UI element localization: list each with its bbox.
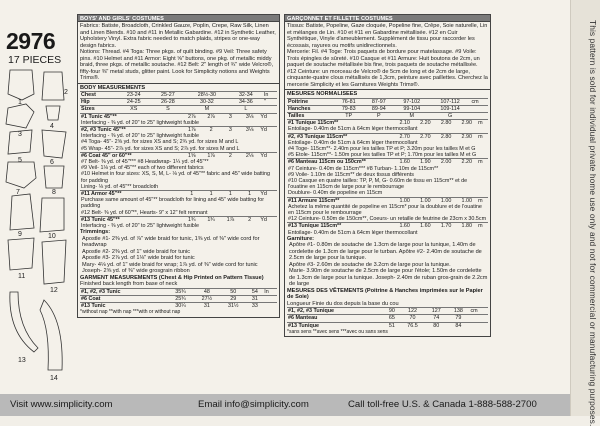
row-label: #6 Coat 45" or 60"** — [80, 152, 182, 159]
trimmings-list — [80, 236, 277, 275]
row-value: 79 — [447, 315, 469, 322]
table-row — [80, 152, 277, 159]
row-value: 26-28 — [151, 99, 185, 106]
row-unit: m — [477, 159, 488, 166]
table-row — [287, 190, 488, 197]
piece-shape-9 — [10, 194, 34, 230]
list-item: Marie- 3.90m de soutache de 2.5cm de large pour l'étole; 1.50m de cordelette de 1.3cm de large pour la tunique. Joseph- 2.40m de ruban gros-grain de 2.2cm de large — [289, 268, 488, 288]
row-value: 3 — [221, 127, 240, 134]
english-body-measurements — [77, 84, 280, 318]
body-measurements-title: BODY MEASUREMENTS — [80, 84, 146, 91]
piece-shape-3 — [6, 104, 34, 128]
row-label: Entoilage- 0.40m de 51cm à 64cm léger thermocollant — [288, 126, 418, 133]
row-label: #5 Etole- 115cm**- 1.50m pour les tailles TP et P; 1.70m pour les tailles M et G — [288, 152, 477, 159]
row-label: #13 Tunic — [80, 303, 167, 310]
table-row — [287, 216, 488, 223]
row-value: 1⅞ — [201, 152, 220, 159]
english-column — [77, 14, 280, 384]
body-measurements-table — [80, 91, 277, 113]
legal-notice — [574, 20, 598, 426]
sens-note: *sans sens **avec sens ***avec ou sans sens — [287, 328, 388, 335]
row-value: 31 — [246, 295, 263, 302]
list-item: Apostle #3- 2⅞ yd. of 1⅛" wide braid for tunic — [82, 255, 195, 262]
row-value: 2.10 — [394, 120, 415, 127]
row-label: #11 Armure 115cm** — [287, 197, 394, 204]
row-label: #6 Manteau — [287, 315, 384, 322]
row-value: M — [185, 106, 229, 113]
row-value: 122 — [400, 308, 425, 315]
piece-number-12: 12 — [50, 287, 58, 294]
row-value: 2.90 — [456, 133, 477, 140]
row-value: 24-25 — [117, 99, 151, 106]
table-row — [287, 152, 488, 159]
table-row — [287, 98, 488, 105]
table-row — [287, 112, 488, 119]
row-value: 2.70 — [394, 133, 415, 140]
list-item: Apostle #2- 2⅜ yd. of 1" wide braid for tunic — [82, 248, 191, 255]
table-row — [287, 133, 488, 140]
english-header: BOYS' AND GIRLS' COSTUMES — [77, 14, 280, 22]
row-value: 2⅛ — [240, 152, 259, 159]
row-unit: cm — [470, 98, 488, 105]
pattern-pieces-diagram — [4, 70, 70, 390]
table-row — [80, 288, 277, 295]
row-value: 2⅞ — [182, 113, 201, 120]
pieces-count: 17 PIECES — [8, 54, 62, 66]
piece-number-1: 1 — [18, 99, 22, 106]
row-value: 34-36 — [229, 99, 263, 106]
piece-number-11: 11 — [18, 273, 26, 280]
row-label: #4 Toga- 45"- 2⅝ yd. for sizes XS and S; 2¾ yd. for sizes M and L — [81, 139, 239, 146]
table-row — [287, 120, 488, 127]
row-value: 76.5 — [400, 322, 425, 329]
piece-number-5: 5 — [18, 157, 22, 164]
row-value: 1 — [201, 191, 220, 198]
table-row — [287, 197, 488, 204]
garment-measurements-rows — [80, 288, 277, 309]
row-unit — [470, 105, 488, 112]
row-value: 2 — [240, 216, 259, 223]
pattern-number: 2976 — [6, 28, 56, 54]
row-unit: Yd — [259, 127, 277, 134]
row-label: #12 Belt- ⅜ yd. of 60"**, Hearts- 9" x 12" felt remnant — [81, 209, 208, 216]
table-row — [80, 99, 277, 106]
english-yardage-table — [80, 113, 277, 230]
row-value: 99-104 — [394, 105, 430, 112]
row-unit — [263, 295, 277, 302]
table-row — [287, 308, 488, 315]
row-label: #1 Tunique 115cm** — [287, 120, 394, 127]
row-value: 33 — [246, 303, 263, 310]
row-value: 1⅞ — [221, 216, 240, 223]
row-value: 3 — [221, 113, 240, 120]
piece-shape-6 — [42, 130, 66, 158]
row-value: 138 — [447, 308, 469, 315]
row-label: #13 Tunique 115cm** — [287, 223, 394, 230]
row-label: #2, #3 Tunique 115cm** — [287, 133, 394, 140]
row-value: 2.90 — [456, 120, 477, 127]
row-value: 54 — [246, 288, 263, 295]
piece-number-6: 6 — [50, 159, 54, 166]
table-row — [80, 197, 277, 209]
row-unit: " — [263, 99, 277, 106]
row-label: Sizes — [80, 106, 117, 113]
row-label: Doublure- 0.40m de popeline en 115cm — [288, 190, 383, 197]
list-item: Mary- 4⅛ yd. of 1" wide braid for wrap; 1⅞ yd. of ⅜" wide cord for tunic — [82, 261, 258, 268]
row-value: 1 — [182, 191, 201, 198]
row-unit — [469, 315, 488, 322]
pattern-pieces-svg — [4, 70, 70, 390]
row-value: 1.60 — [394, 159, 415, 166]
row-value: 2.20 — [456, 159, 477, 166]
french-mesures — [284, 90, 491, 337]
row-value: 32-34 — [229, 92, 263, 99]
list-item: Apostle #1- 2⅜ yd. of ⅞" wide braid for tunic, 1⅜ yd. of ⅜" wide cord for headwrap — [82, 235, 260, 249]
row-value: 31½ — [220, 303, 246, 310]
footer-phone: Call toll-free U.S. & Canada 1-888-588-2700 — [348, 399, 537, 410]
row-value: XS — [117, 106, 151, 113]
table-row — [80, 106, 277, 113]
row-value: 2.20 — [415, 120, 436, 127]
row-value: 79-83 — [334, 105, 364, 112]
garniture-list — [287, 242, 488, 288]
piece-shape-14 — [40, 300, 62, 370]
table-row — [80, 191, 277, 198]
row-unit: Yd — [259, 216, 277, 223]
row-label: #6 Coat — [80, 295, 167, 302]
contact-footer — [0, 394, 570, 416]
mesures-vetements-table — [287, 307, 488, 329]
row-value: 87-97 — [364, 98, 394, 105]
french-column — [284, 14, 491, 384]
piece-number-10: 10 — [48, 233, 56, 240]
row-value: 30¼ — [167, 303, 193, 310]
trimmings-title: Trimmings: — [80, 229, 111, 236]
piece-number-9: 9 — [18, 231, 22, 238]
table-row — [80, 127, 277, 134]
row-label: Interfacing - ⅜ yd. of 20" to 25" lightweight fusible — [81, 119, 199, 126]
piece-shape-11 — [8, 238, 34, 270]
row-label: #11 Armor 45"** — [80, 191, 182, 198]
table-row — [80, 113, 277, 120]
row-value: 1.90 — [415, 159, 436, 166]
table-row — [287, 126, 488, 133]
english-yardage-rows — [80, 113, 277, 229]
row-value: 28½-30 — [185, 92, 229, 99]
footer-website[interactable]: Visit www.simplicity.com — [10, 399, 113, 410]
row-value: 48 — [194, 288, 220, 295]
row-label: #7 Ceinture- 0.40m de 115cm*** #8 Turban- 1.10m de 115cm** — [288, 165, 439, 172]
row-value: 97-102 — [394, 98, 430, 105]
envelope-fold-strip — [570, 0, 600, 426]
row-value: P — [364, 112, 394, 119]
row-label: Hanches — [287, 105, 334, 112]
row-unit: m — [477, 120, 488, 127]
row-value: 127 — [425, 308, 447, 315]
garment-measurements-table — [80, 288, 277, 310]
french-header: GARÇONNET ET FILLETTE COSTUMES — [284, 14, 491, 22]
french-mercerie: Mercerie: Fil. #4 Toge: Trois paquets de bordure pour matelassage. #9 Voile: Trois épingles de sûreté. #10 Casque et #11 Armure: Huit boutons de 2cm, un paquet de soutache métallisée bis fine, trois paquets de soutache métallisée. #12 Ceinture: un morceau de Velcro® de 5cm de long et de 2cm de large, cinquante-quatre clous métallisés de 1,3cm, peinture avec paillettes. Cherchez la mercerie Simplicity et les Garnitures Weights Trims®. — [287, 49, 488, 88]
table-row — [80, 92, 277, 99]
row-value: 1⅞ — [182, 127, 201, 134]
row-value: 74 — [425, 315, 447, 322]
row-label: #7 Belt- ⅜ yd. of 45"*** #8 Headwrap- 1¼ yd. of 45"** — [81, 159, 209, 166]
row-value: TP — [334, 112, 364, 119]
garment-measurements-subtitle: Finished back length from base of neck — [80, 281, 178, 288]
row-value: G — [430, 112, 471, 119]
row-label: #12 Ceinture- 0.50m de 150cm**, Coeurs- un retaille de feutrine de 23cm x 30.5cm — [288, 216, 487, 223]
table-row — [287, 315, 488, 322]
piece-shape-4 — [46, 106, 60, 120]
row-unit: Yd — [259, 191, 277, 198]
row-value: 1.00 — [394, 197, 415, 204]
piece-number-2: 2 — [64, 89, 68, 96]
row-unit: m — [477, 133, 488, 140]
table-row — [80, 146, 277, 153]
table-row — [80, 120, 277, 127]
row-value: M — [394, 112, 430, 119]
mesures-table — [287, 98, 488, 120]
row-label: Lining- ⅛ yd. of 45"** broadcloth — [81, 183, 159, 190]
row-label: Hip — [80, 99, 117, 106]
piece-shape-1 — [8, 70, 34, 100]
list-item: Joseph- 2⅝ yd. of ⅜" wide grosgrain ribbon — [82, 268, 190, 275]
row-value: 90 — [384, 308, 400, 315]
row-value: 1.00 — [415, 197, 436, 204]
row-label: Tailles — [287, 112, 334, 119]
legal-notice-text: This pattern is sold for individual private home use only and not for commercial or manufacturing purposes. — [588, 20, 598, 426]
row-label: #9 Voile- 1.10m de 115cm** de deux tissus différents — [288, 171, 414, 178]
row-value: 35¾ — [167, 288, 193, 295]
row-value: 89-94 — [364, 105, 394, 112]
row-value: 2 — [221, 152, 240, 159]
table-row — [80, 210, 277, 217]
french-metrage-rows — [287, 120, 488, 236]
garniture-title: Garniture: — [287, 235, 315, 242]
english-fabrics-notions — [77, 22, 280, 84]
row-value: 25¾ — [167, 295, 193, 302]
row-value: 25-27 — [151, 92, 185, 99]
table-row — [287, 204, 488, 216]
body-measurements-rows — [80, 92, 277, 113]
piece-number-7: 7 — [16, 189, 20, 196]
row-value: 1.80 — [456, 223, 477, 230]
row-value: 2⅞ — [201, 113, 220, 120]
english-fabrics: Fabrics: Batiste, Broadcloth, Crinkled Gauze, Poplin, Crepe, Raw Silk, Linen and Linen Blends. #10 and #11 in Metallic Gabardine. #12 in Synthetic Leather, Upholstery Vinyl. Extra fabric needed to match plaids, stripes or one-way design fabrics. — [80, 23, 276, 49]
row-label: Entoilage- 0.40m de 51cm à 64cm léger thermocollant — [288, 229, 418, 236]
row-value: L — [229, 106, 263, 113]
row-label: #6 Manteau 115cm ou 150cm** — [287, 159, 394, 166]
row-unit — [469, 322, 488, 329]
row-value: 2.00 — [436, 159, 457, 166]
row-value: 1.60 — [394, 223, 415, 230]
table-row — [80, 303, 277, 310]
row-value: 50 — [220, 288, 246, 295]
row-unit: m — [477, 223, 488, 230]
row-label: #13 Tunique — [287, 322, 384, 329]
mesures-vetements-rows — [287, 308, 488, 329]
row-unit — [263, 303, 277, 310]
row-unit: Yd — [259, 113, 277, 120]
piece-shape-8 — [44, 166, 64, 188]
piece-number-4: 4 — [50, 123, 54, 130]
row-value: 109-114 — [430, 105, 471, 112]
piece-number-3: 3 — [18, 131, 22, 138]
mesures-vetements-subtitle: Longueur Finie du dos depuis la base du cou — [287, 300, 399, 307]
nap-note: *without nap **with nap ***with or without nap — [80, 309, 181, 316]
row-label: #9 Veil- 1⅛ yd. of 45"** each of two different fabrics — [81, 165, 204, 172]
row-value: 1 — [221, 191, 240, 198]
footer-email[interactable]: Email info@simplicity.com — [198, 399, 309, 410]
row-value: 2.80 — [436, 120, 457, 127]
list-item: Apôtre #3- 2.60m de soutache de 3.2cm de large pour la tunique. — [289, 261, 451, 268]
mesures-vetements-title: MESURES DES VÊTEMENTS (Poitrine & Hanches imprimées sur le Papier de Soie) — [287, 287, 483, 301]
table-row — [287, 105, 488, 112]
french-tissus-mercerie — [284, 22, 491, 90]
mesures-rows — [287, 98, 488, 119]
piece-number-8: 8 — [52, 189, 56, 196]
row-unit: m — [477, 197, 488, 204]
row-value: 76-81 — [334, 98, 364, 105]
row-unit: Yd — [259, 152, 277, 159]
piece-shape-12 — [42, 240, 66, 284]
piece-number-14: 14 — [50, 375, 58, 382]
row-label: #13 Tunic 45"** — [80, 216, 182, 223]
table-row — [287, 159, 488, 166]
row-unit — [470, 112, 488, 119]
garment-measurements-title: GARMENT MEASUREMENTS (Chest & Hip Printed on Pattern Tissue) — [80, 274, 264, 281]
mesures-title: MESURES NORMALISEES — [287, 91, 358, 97]
row-value: 3⅛ — [240, 113, 259, 120]
row-value: 65 — [384, 315, 400, 322]
row-value: 31 — [194, 303, 220, 310]
row-value: 29 — [220, 295, 246, 302]
table-row — [287, 178, 488, 190]
row-label: #1 Tunic 45"** — [80, 113, 182, 120]
row-value: S — [151, 106, 185, 113]
row-label: #1, #2, #3 Tunic — [80, 288, 167, 295]
row-value: 107-112 — [430, 98, 471, 105]
row-label: #1, #2, #3 Tunique — [287, 308, 384, 315]
row-value: 27½ — [194, 295, 220, 302]
row-label: #2, #3 Tunic 45"** — [80, 127, 182, 134]
row-value: 2.80 — [436, 133, 457, 140]
table-row — [287, 223, 488, 230]
row-value: 2 — [201, 127, 220, 134]
row-unit: cm — [469, 308, 488, 315]
row-value: 2.70 — [415, 133, 436, 140]
row-value: 1.70 — [436, 223, 457, 230]
row-label: Chest — [80, 92, 117, 99]
row-label: #10 Casque en quatre tailles: TP, P, M, G- 0.60m de tissu en 115cm** et de l'ouatine en 115cm de large pour le rembourrage — [288, 177, 468, 191]
row-label: #10 Helmet in four sizes: XS, S, M, L- ⅛ yd. of 45"** fabric and 45" wide batting for padding — [81, 171, 271, 184]
table-row — [80, 171, 277, 183]
row-value: 1¾ — [182, 216, 201, 223]
row-value: 1⅝ — [182, 152, 201, 159]
row-value: 30-32 — [185, 99, 229, 106]
row-value: 80 — [425, 322, 447, 329]
row-unit: In — [263, 92, 277, 99]
row-value: 1.60 — [415, 223, 436, 230]
row-label: #4 Toge- 115cm**- 2.40m pour les tailles TP et P; 3.20m pour les tailles M et G — [288, 145, 476, 152]
piece-shape-2 — [42, 72, 64, 100]
row-unit: In — [263, 288, 277, 295]
english-notions: Notions: Thread. #4 Toga: Three pkgs. of quilt binding. #9 Veil: Three safety pins. #10 Helmet and #11 Armor: Eight ⅝" buttons, one pkg. of metallic middy braid, three pkgs. of metallic soutache. #12 Belt: 2" length of ¾" wide Velcro®, fifty-four ⅜" metal studs, glitter paint. Look for Simplicity notions and Weights Trims®. — [80, 49, 274, 81]
row-value: 84 — [447, 322, 469, 329]
table-row — [80, 216, 277, 223]
list-item: Apôtre #1- 0.80m de soutache de 1.3cm de large pour la tunique, 1.40m de cordelette de 1.3cm de large pour le turban. Apôtre #2- 2.40m de soutache de 2.5cm de large pour la tunique. — [289, 242, 482, 262]
row-label: Interfacing - ⅜ yd. of 20" to 25" lightweight fusible — [81, 223, 199, 230]
french-metrage-table — [287, 119, 488, 236]
table-row — [80, 184, 277, 191]
piece-shape-13 — [10, 292, 38, 352]
row-label: Purchase same amount of 45"** broadcloth for lining and 45" wide batting for padding — [81, 197, 265, 210]
table-row — [287, 322, 488, 329]
row-value: 3⅛ — [240, 127, 259, 134]
row-unit — [263, 106, 277, 113]
row-value: 1.00 — [456, 197, 477, 204]
row-label: Achetez la même quantité de popeline en 115cm* pour la doublure et de l'ouatine en 115cm pour le rembourrage — [288, 203, 482, 216]
row-label: Entoilage- 0.40m de 51cm à 64cm léger thermocollant — [288, 139, 418, 146]
piece-shape-10 — [40, 198, 64, 232]
row-value: 1¾ — [201, 216, 220, 223]
row-label: Poitrine — [287, 98, 334, 105]
piece-shape-7 — [6, 162, 36, 188]
table-row — [80, 295, 277, 302]
row-value: 23-24 — [117, 92, 151, 99]
french-tissus: Tissus: Batiste, Popeline, Gaze cloquée, Popeline fine, Crêpe, Soie naturelle, Lin et mélanges de Lin. #10 et #11 en Gabardine métallisée. #12 en Cuir Synthétique, Vinyle d'ameublement. Supplément de tissu pour raccorder les écossais, rayures ou motifs unidirectionnels. — [287, 23, 488, 49]
row-value: 1.00 — [436, 197, 457, 204]
row-value: 1 — [240, 191, 259, 198]
row-label: Interfacing - ⅜ yd. of 20" to 25" lightweight fusible — [81, 133, 199, 140]
row-label: #5 Wrap- 45"- 2⅞ yd. for sizes XS and S; 2⅞ yd. for sizes M and L — [81, 145, 240, 152]
row-value: 70 — [400, 315, 425, 322]
row-value: 51 — [384, 322, 400, 329]
piece-number-13: 13 — [18, 357, 26, 364]
